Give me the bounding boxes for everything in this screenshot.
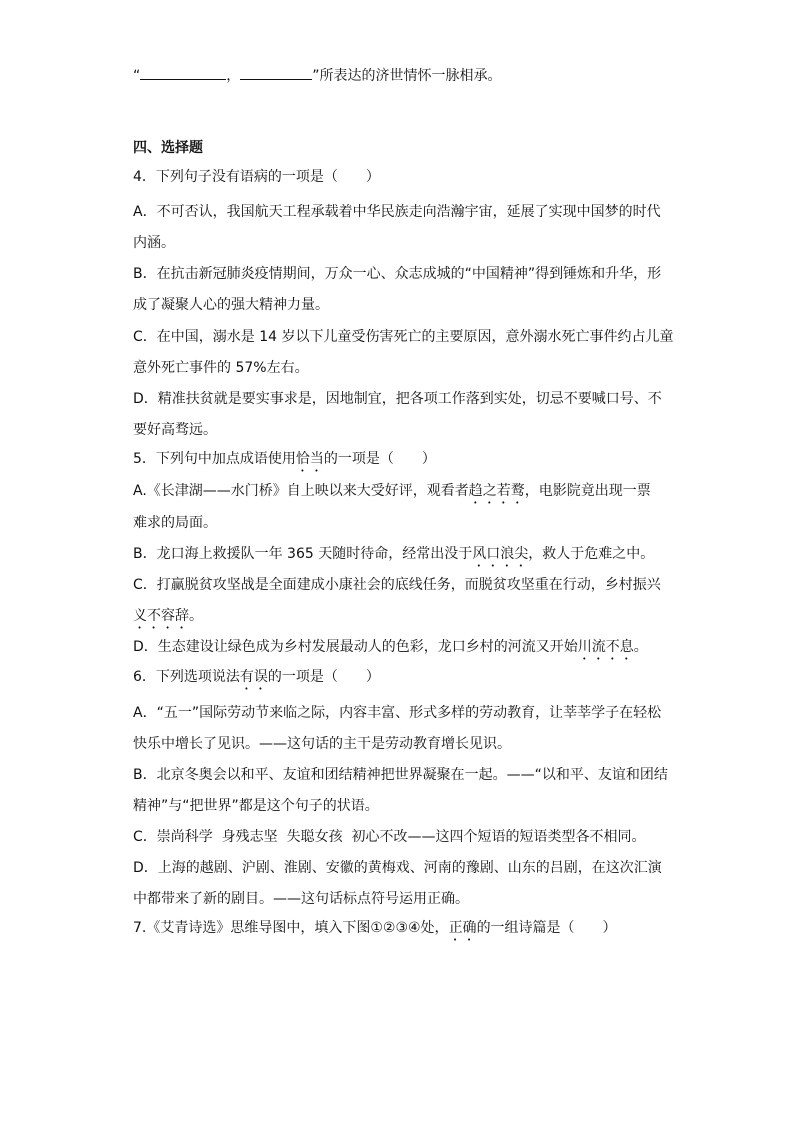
emphasis-word: 正确 xyxy=(448,920,477,936)
section-heading: 四、选择题 xyxy=(133,140,203,156)
q5-option-a: A.《长津湖——水门桥》自上映以来大受好评，观看者趋之若鹜，电影院竟出现一票 xyxy=(133,483,651,499)
q4-stem: 4．下列句子没有语病的一项是（ ） xyxy=(133,169,380,185)
q4-option-c: C．在中国，溺水是 14 岁以下儿童受伤害死亡的主要原因，意外溺水死亡事件约占儿童 xyxy=(133,329,674,345)
q5-stem: 5．下列句中加点成语使用恰当的一项是（ ） xyxy=(133,451,436,467)
dotted-idiom: 风口浪尖 xyxy=(472,546,529,562)
fill-in-line xyxy=(133,66,502,86)
q6-option-a-cont: 快乐中增长了见识。——这句话的主干是劳动教育增长见识。 xyxy=(133,736,511,752)
q4-option-c-cont: 意外死亡事件的 57%左右。 xyxy=(133,360,309,376)
q4-option-d-cont: 要好高骛远。 xyxy=(133,422,217,438)
q6-stem: 6．下列选项说法有误的一项是（ ） xyxy=(133,669,380,685)
q7-stem: 7.《艾青诗选》思维导图中，填入下图①②③④处，正确的一组诗篇是（ ） xyxy=(133,920,617,936)
q5-option-c-cont: 义不容辞。 xyxy=(133,608,203,624)
q6-option-b: B．北京冬奥会以和平、友谊和团结精神把世界凝聚在一起。——“以和平、友谊和团结 xyxy=(133,767,668,783)
q5-option-d: D．生态建设让绿色成为乡村发展最动人的色彩，龙口乡村的河流又开始川流不息。 xyxy=(133,639,648,655)
emphasis-word: 有误 xyxy=(239,669,268,685)
fill-line-text: ”所表达的济世情怀一脉相承。 xyxy=(312,68,502,84)
dotted-idiom: 趋之若鹜 xyxy=(468,483,525,499)
q5-option-c: C．打赢脱贫攻坚战是全面建成小康社会的底线任务，而脱贫攻坚重在行动，乡村振兴 xyxy=(133,577,661,593)
dotted-idiom: 川流不息 xyxy=(577,639,634,655)
q4-option-d: D．精准扶贫就是要实事求是，因地制宜，把各项工作落到实处，切忌不要喊口号、不 xyxy=(133,391,662,407)
q4-option-b: B．在抗击新冠肺炎疫情期间，万众一心、众志成城的“中国精神”得到锤炼和升华，形 xyxy=(133,266,662,282)
q5-option-a-cont: 难求的局面。 xyxy=(133,515,217,531)
answer-blank-1[interactable] xyxy=(140,67,226,80)
q4-option-a-cont: 内涵。 xyxy=(133,235,175,251)
q4-option-a: A．不可否认，我国航天工程承载着中华民族走向浩瀚宇宙，延展了实现中国梦的时代 xyxy=(133,204,661,220)
dotted-idiom: 义不容辞 xyxy=(133,608,189,624)
comma: ， xyxy=(226,68,241,84)
answer-blank-2[interactable] xyxy=(240,67,312,80)
q5-option-b: B．龙口海上救援队一年 365 天随时待命，经常出没于风口浪尖，救人于危难之中。 xyxy=(133,546,655,562)
open-quote: “ xyxy=(133,68,141,84)
emphasis-word: 恰当 xyxy=(295,451,324,467)
q6-option-d: D．上海的越剧、沪剧、淮剧、安徽的黄梅戏、河南的豫剧、山东的吕剧，在这次汇演 xyxy=(133,860,662,876)
q6-option-d-cont: 中都带来了新的剧目。——这句话标点符号运用正确。 xyxy=(133,891,469,907)
q6-option-c: C．崇尚科学 身残志坚 失聪女孩 初心不改——这四个短语的短语类型各不相同。 xyxy=(133,829,646,845)
q4-option-b-cont: 成了凝聚人心的强大精神力量。 xyxy=(133,297,329,313)
q6-option-b-cont: 精神”与“把世界”都是这个句子的状语。 xyxy=(133,798,379,814)
q6-option-a: A．“五一”国际劳动节来临之际，内容丰富、形式多样的劳动教育，让莘莘学子在轻松 xyxy=(133,705,662,721)
